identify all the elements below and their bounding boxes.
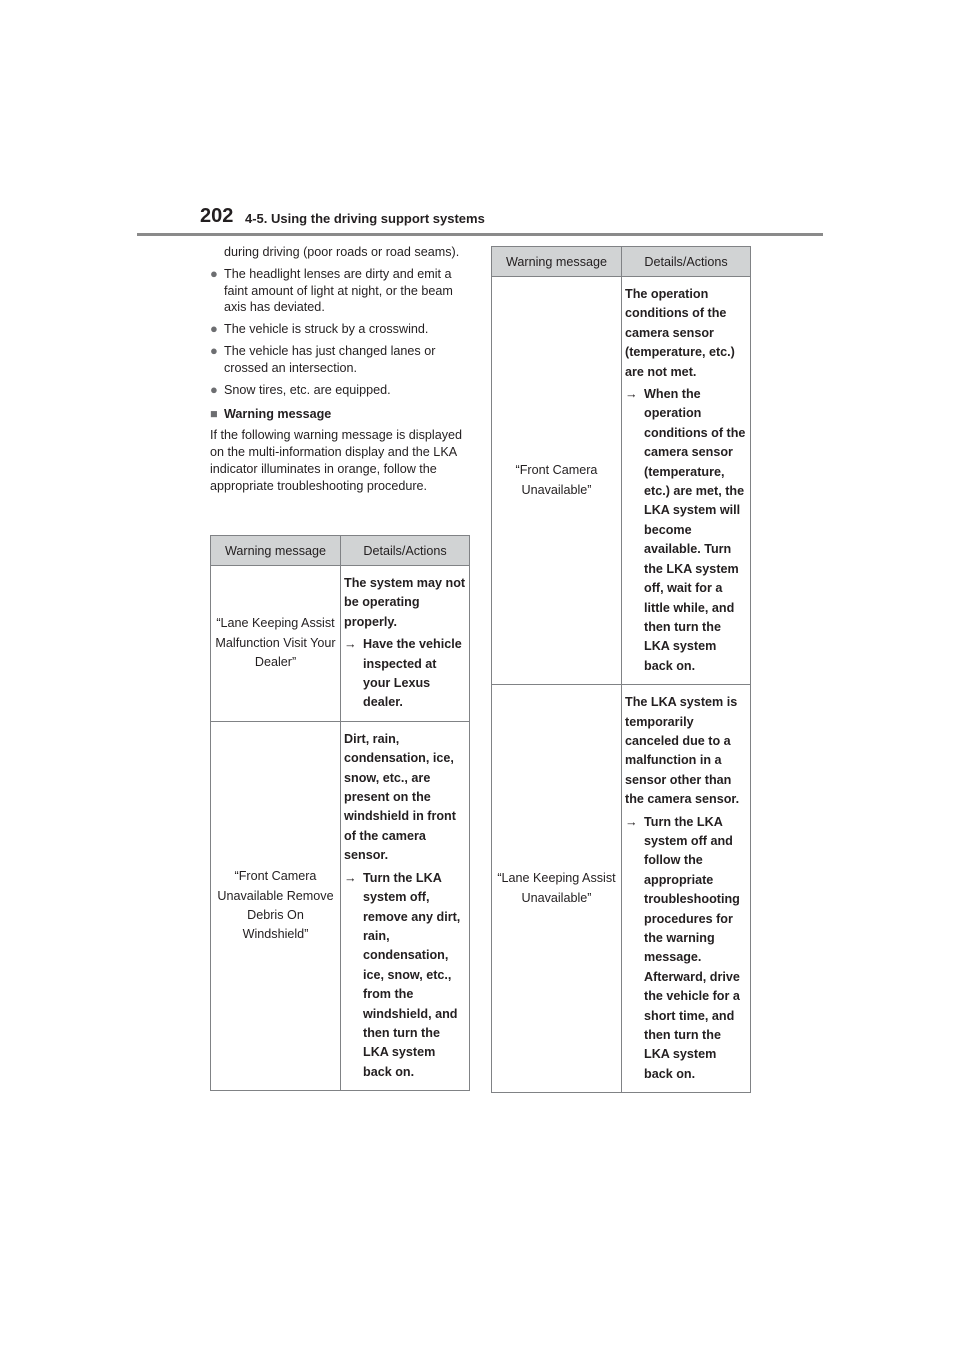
table-header-row: [211, 536, 470, 566]
bullet-text: Snow tires, etc. are equipped.: [224, 382, 391, 397]
section-title: 4-5. Using the driving support systems: [245, 211, 485, 226]
warning-message-cell: “Front Camera Unavailable Remove Debris On Windshield”: [211, 721, 341, 1090]
bullet-text: The vehicle has just changed lanes or crossed an intersection.: [224, 343, 436, 375]
action-item: [344, 635, 467, 713]
detail-text: Dirt, rain, condensation, ice, snow, etc., are present on the windshield in front of the camera sensor.: [344, 731, 456, 863]
detail-text: The operation conditions of the camera sensor (temperature, etc.) are not met.: [625, 287, 735, 379]
table-row: [492, 277, 751, 685]
warning-message-cell: “Front Camera Unavailable”: [492, 277, 622, 685]
action-item: [625, 813, 748, 1085]
bullet-item: [210, 266, 472, 316]
bullet-item: [210, 321, 472, 338]
action-text: Have the vehicle inspected at your Lexus dealer.: [363, 637, 462, 710]
arrow-icon: →: [344, 870, 357, 885]
details-cell: [622, 277, 751, 685]
bullet-text: The headlight lenses are dirty and emit a faint amount of light at night, or the beam axis has deviated.: [224, 266, 453, 315]
action-item: [344, 869, 467, 1082]
action-item: [625, 385, 748, 676]
header-warning-message: Warning message: [211, 536, 341, 566]
table-row: [211, 566, 470, 722]
action-text: Turn the LKA system off and follow the appropriate troubleshooting procedures for the warning message. Afterward, drive the vehicle for a short time, and then turn the LKA system back on.: [644, 814, 740, 1081]
table-header-row: [492, 247, 751, 277]
table-row: [211, 721, 470, 1090]
bullet-dot-icon: ●: [210, 265, 218, 281]
detail-text: The system may not be operating properly.: [344, 576, 466, 629]
arrow-icon: →: [344, 637, 357, 652]
warning-message-cell: “Lane Keeping Assist Malfunction Visit Your Dealer”: [211, 566, 341, 722]
subhead-text: Warning message: [224, 407, 332, 422]
bullet-item: [210, 382, 472, 399]
details-cell: [341, 721, 470, 1090]
subhead: [210, 406, 472, 423]
bullet-item: [210, 343, 472, 377]
header-details-actions: Details/Actions: [622, 247, 751, 277]
intro-paragraph: If the following warning message is displayed on the multi-information display and the LKA indicator illuminates in orange, follow the appropriate troubleshooting procedure.: [210, 428, 463, 493]
action-text: When the operation conditions of the camera sensor (temperature, etc.) are met, the LKA system will become available. Turn the LKA system off, wait for a little while, and then turn the LKA system back on.: [644, 387, 746, 673]
bullet-dot-icon: ●: [210, 342, 218, 358]
header-details-actions: Details/Actions: [341, 536, 470, 566]
warning-table-left: [210, 535, 470, 1091]
action-text: Turn the LKA system off, remove any dirt, rain, condensation, ice, snow, etc., from the windshield, and then turn the LKA system back on.: [363, 870, 461, 1079]
details-cell: [622, 685, 751, 1093]
warning-table-right: [491, 246, 751, 1093]
page-number: 202: [200, 205, 234, 227]
bullet-text: The vehicle is struck by a crosswind.: [224, 322, 429, 337]
details-cell: [341, 566, 470, 722]
bullet-dot-icon: ●: [210, 381, 218, 397]
arrow-icon: →: [625, 387, 638, 402]
table-row: [492, 685, 751, 1093]
header-rule: [137, 233, 823, 236]
square-bullet-icon: ■: [210, 407, 218, 422]
header-warning-message: Warning message: [492, 247, 622, 277]
arrow-icon: →: [625, 814, 638, 829]
warning-message-cell: “Lane Keeping Assist Unavailable”: [492, 685, 622, 1093]
detail-text: The LKA system is temporarily canceled due to a malfunction in a sensor other than the camera sensor.: [625, 695, 740, 807]
left-column-text: [210, 244, 472, 494]
bullet-dot-icon: ●: [210, 321, 218, 337]
continuation-text: during driving (poor roads or road seams).: [224, 245, 460, 259]
